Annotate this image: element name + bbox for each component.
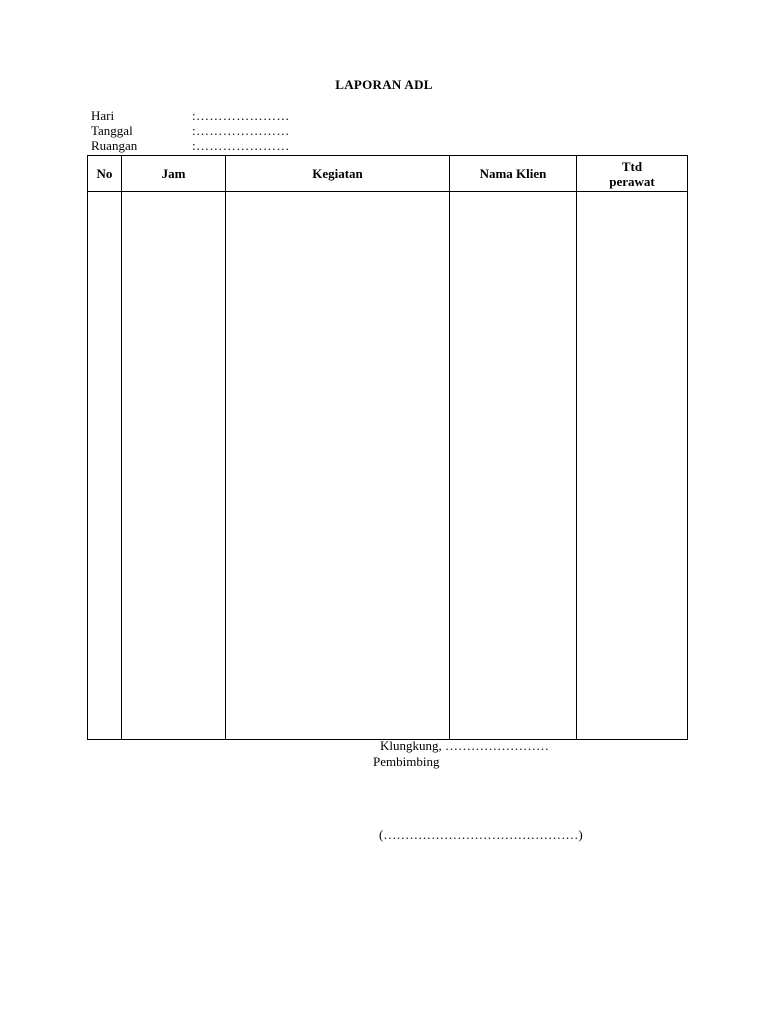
header-kegiatan: Kegiatan (226, 156, 450, 192)
header-ttd-line1: Ttd (621, 158, 643, 174)
header-nama-klien: Nama Klien (450, 156, 577, 192)
field-ruangan-label: Ruangan (91, 138, 138, 153)
document-title: LAPORAN ADL (335, 77, 433, 92)
cell-nama-klien[interactable] (450, 192, 577, 740)
field-hari-value: :………………… (192, 108, 290, 123)
table-header-row (88, 156, 688, 192)
field-ruangan-value: :………………… (192, 138, 290, 153)
signature-name-line: (………………………………………) (379, 827, 583, 842)
header-ttd-line2: perawat (609, 173, 655, 189)
field-tanggal-label: Tanggal (91, 123, 133, 138)
signature-place-date: Klungkung, …………………… (380, 738, 549, 753)
header-jam: Jam (122, 156, 226, 192)
cell-jam[interactable] (122, 192, 226, 740)
cell-no[interactable] (88, 192, 122, 740)
adl-table (87, 155, 688, 740)
table-row (88, 192, 688, 740)
cell-ttd-perawat[interactable] (577, 192, 688, 740)
header-no: No (88, 156, 122, 192)
signature-role: Pembimbing (373, 754, 440, 769)
field-hari-label: Hari (91, 108, 115, 123)
field-tanggal-value: :………………… (192, 123, 290, 138)
header-ttd-perawat (577, 156, 688, 192)
cell-kegiatan[interactable] (226, 192, 450, 740)
